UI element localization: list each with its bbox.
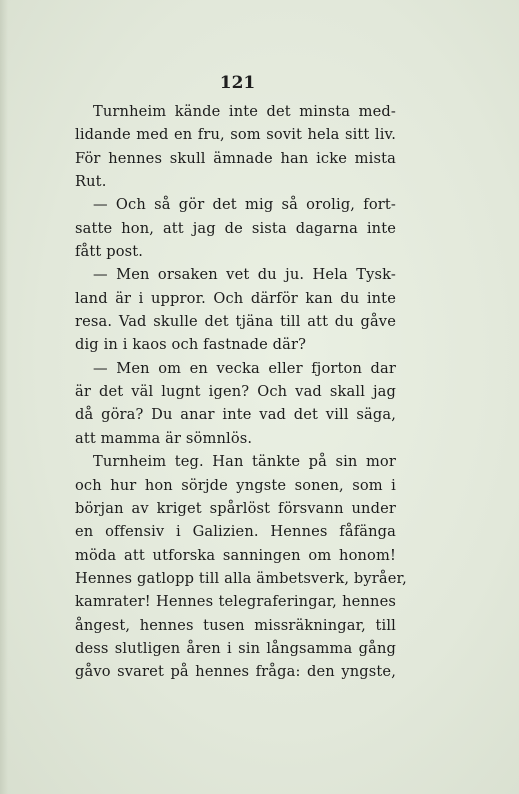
text-line: ångest, hennes tusen missräkningar, till <box>75 616 396 634</box>
text-line: är det väl lugnt igen? Och vad skall jag <box>75 383 396 401</box>
text-line: lidande med en fru, som sovit hela sitt liv. <box>75 126 396 144</box>
text-line: och hur hon sörjde yngste sonen, som i <box>75 476 396 494</box>
text-line: dess slutligen åren i sin långsamma gång <box>75 639 396 657</box>
text-line: land är i uppror. Och därför kan du inte <box>75 289 396 307</box>
text-line: början av kriget spårlöst försvann under <box>75 499 396 517</box>
text-line: gåvo svaret på hennes fråga: den yngste, <box>75 663 396 681</box>
text-line: För hennes skull ämnade han icke mista <box>75 149 396 167</box>
text-line: satte hon, att jag de sista dagarna inte <box>75 219 396 237</box>
text-line: resa. Vad skulle det tjäna till att du gåve <box>75 313 396 331</box>
text-line: Turnheim teg. Han tänkte på sin mor <box>93 453 396 471</box>
page-number: 121 <box>219 73 256 93</box>
text-line: då göra? Du anar inte vad det vill säga, <box>75 406 396 424</box>
text-line: fått post. <box>75 243 144 261</box>
text-line: — Men om en vecka eller fjorton dar <box>93 359 396 377</box>
text-line: kamrater! Hennes telegraferingar, hennes <box>75 593 396 611</box>
text-line: en offensiv i Galizien. Hennes fåfänga <box>75 523 396 541</box>
text-line: Hennes gatlopp till alla ämbetsverk, byråer, <box>75 569 407 587</box>
text-line: Turnheim kände inte det minsta med- <box>93 103 396 120</box>
text-line: dig in i kaos och fastnade där? <box>75 336 307 354</box>
text-line: Rut. <box>75 173 107 191</box>
body-text <box>75 100 407 684</box>
text-line: — Och så gör det mig så orolig, fort- <box>93 196 396 214</box>
text-line: möda att utforska sanningen om honom! <box>75 546 396 564</box>
text-line: att mamma är sömnlös. <box>75 429 253 447</box>
text-line: — Men orsaken vet du ju. Hela Tysk- <box>93 266 396 284</box>
